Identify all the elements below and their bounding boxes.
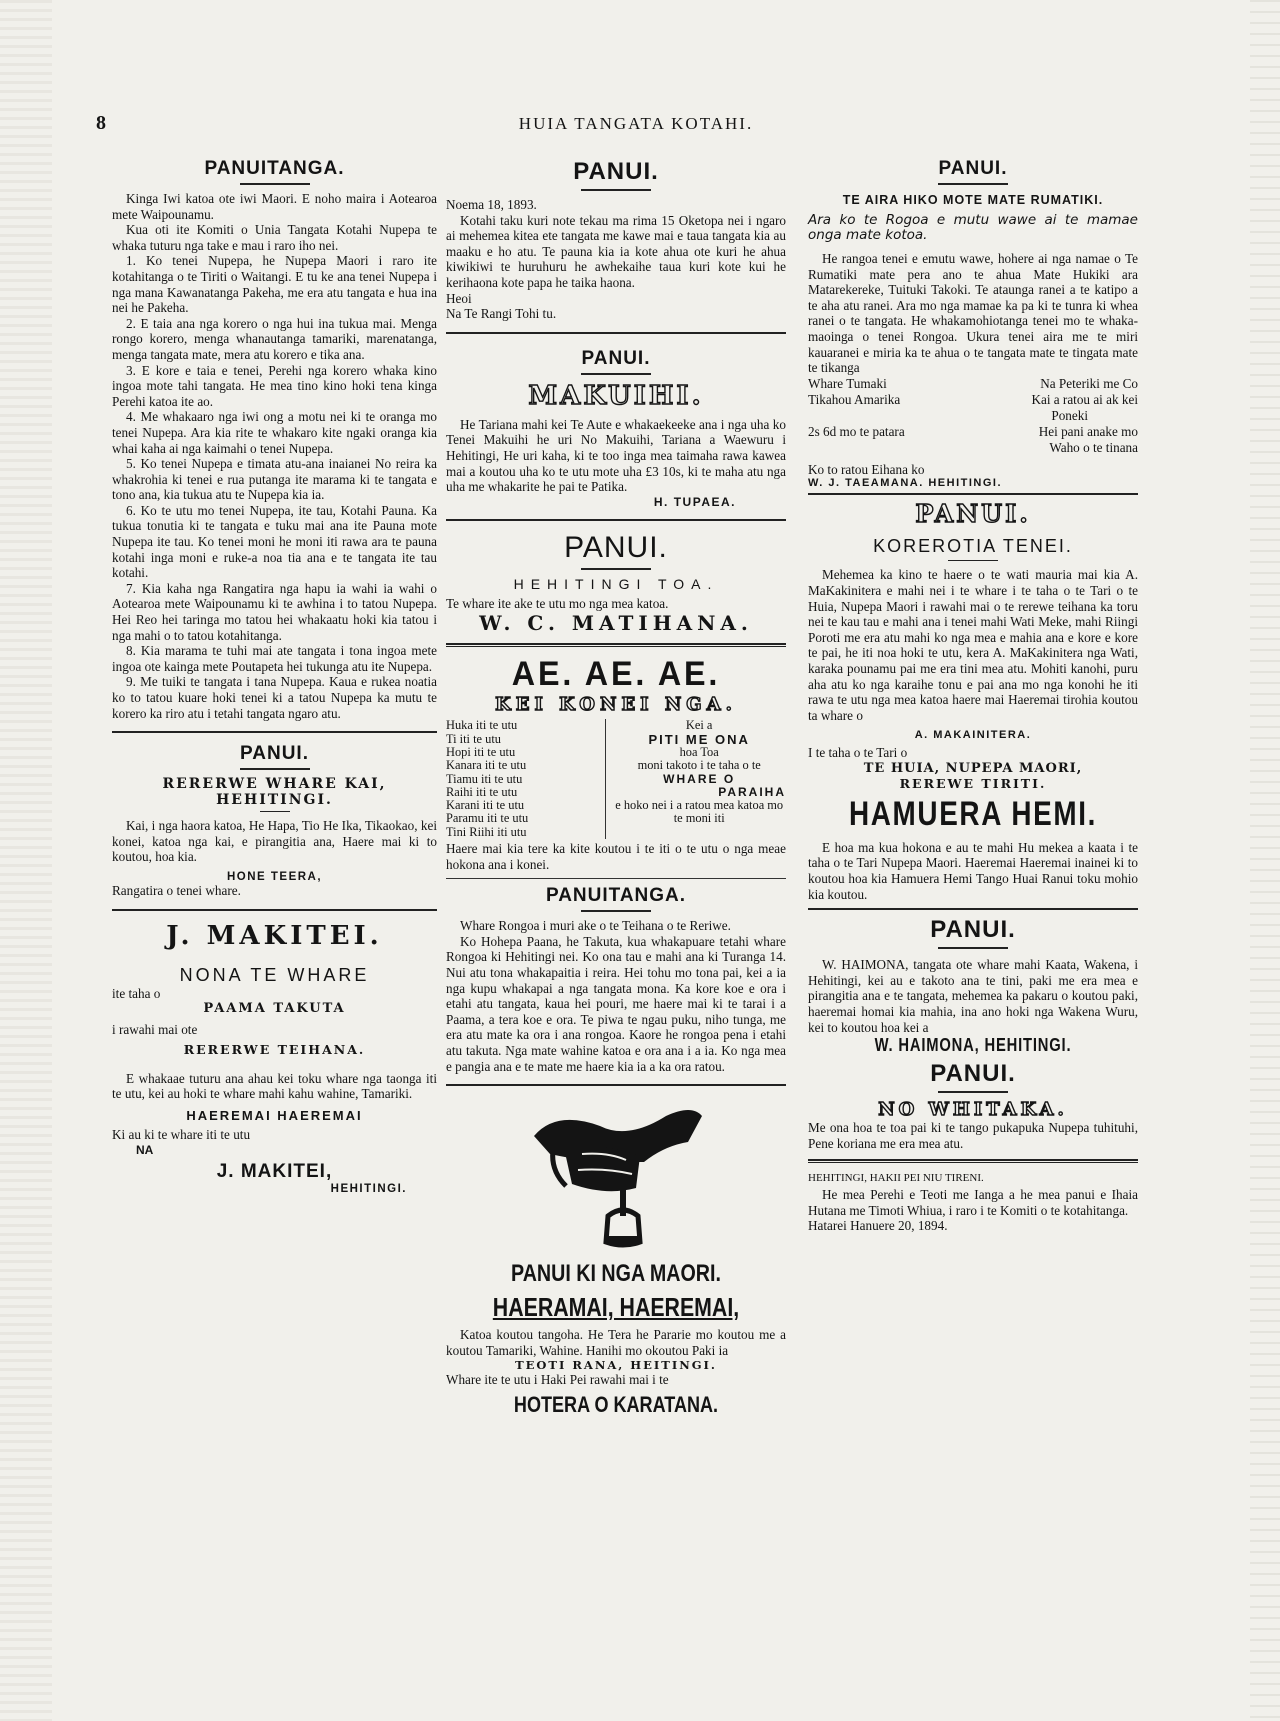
makitei-signature: J. MAKITEI, bbox=[216, 1160, 333, 1182]
eihana-line: Ko to ratou Eihana ko bbox=[808, 461, 925, 477]
ae-heading: AE. AE. AE. bbox=[511, 655, 721, 694]
haimona-signature: W. HAIMONA, HEHITINGI. bbox=[874, 1035, 1072, 1056]
section-rule bbox=[446, 643, 786, 647]
panuitanga-para: 3. E kore e taia e tenei, Perehi nga korero whaka kino ingoa mote tahi tangata. He mea tino kino hoki tena kinga Perehi katoa ite ao. bbox=[112, 362, 437, 409]
column-1 bbox=[112, 158, 437, 1195]
paama-takuta: PAAMA TAKUTA bbox=[203, 1001, 346, 1017]
heading-rule bbox=[581, 568, 651, 570]
hotera-o-karatana: HOTERA O KARATANA. bbox=[513, 1391, 719, 1417]
aira-hiko-title: TE AIRA HIKO MOTE MATE RUMATIKI. bbox=[842, 193, 1104, 207]
section-rule bbox=[808, 908, 1138, 910]
saddle-icon bbox=[516, 1096, 716, 1256]
panuitanga-para: 7. Kia kaha nga Rangatira nga hapu ia wahi ia wahi o Aotearoa mete Waipounamu ki te awhina i to tatou Nupepa. Hei Reo hei taringa mo tatou hei whakaatu hoki kia tatou i nga mahi o to tatou kotahitanga. bbox=[112, 580, 437, 643]
na-label: NA bbox=[136, 1142, 154, 1157]
heading-rule bbox=[948, 560, 998, 561]
rumatiki-row bbox=[808, 440, 1138, 456]
rerewe-teihana: RERERWE TEIHANA. bbox=[183, 1041, 366, 1057]
heading-rule bbox=[581, 189, 651, 191]
section-rule bbox=[808, 1159, 1138, 1163]
section-rule bbox=[808, 493, 1138, 495]
list-item: Karani iti te utu bbox=[446, 798, 525, 813]
makitei-line: Ki au ki te whare iti te utu bbox=[112, 1126, 251, 1142]
newspaper-title: HUIA TANGATA KOTAHI. bbox=[518, 114, 754, 133]
column-2 bbox=[446, 158, 786, 1418]
piti-me-ona: PITI ME ONA bbox=[648, 731, 750, 747]
makainitera-signature: A. MAKAINITERA. bbox=[914, 729, 1032, 742]
kei-a: Kei a bbox=[685, 718, 713, 733]
makuihi-body: He Tariana mahi kei Te Aute e whakaekeeke ana i nga uha ko Tenei Makuihi he uri No Makuihi, Tariana a Waewuru i Hehitingi, He uri kaha, ki te too inga mea taimaha rawa kawea mai a koutou uha ko te utu mote uha £3 10s, ki te maha atu nga uha me whakarite he pai te Patika. bbox=[446, 416, 786, 495]
haimona-body: W. HAIMONA, tangata ote whare mahi Kaata, Wakena, i Hehitingi, kei au e takoto ana te tini, paki me era mea e pirangitia ana e te tangata, mehemea ka pakaru o koutou paki, haeremai homai kia mahia, ina ano hoki nga Wakena Wuru, kei to koutou hoa kei a bbox=[808, 957, 1138, 1035]
section-rule bbox=[112, 909, 437, 911]
heading-rule bbox=[581, 373, 651, 375]
whare-o: WHARE O bbox=[663, 771, 736, 786]
rumatiki-row bbox=[808, 376, 1138, 392]
rumatiki-body: He rangoa tenei e emutu wawe, hohere ai nga namae o Te Rumatiki mate pera ano te ahua Mate Hukiki ara Matarekereke, Tuituki Takoki. Te ataunga ranei a te katipo a te aha atu ranei. Ara mo nga mamae ka pa ki te tunra ki whea ranei o te tangata. He whakamohiotanga tenei mo te whaka-maoinga o tenei Rongoa. Ukura tenei aira me te miri kauaranei e miria ka te ahua o te tangata mate te tingata mate te tikanga bbox=[808, 251, 1138, 376]
whitaka-body: Me ona hoa te toa pai ki te tango pukapuka Nupepa tuhituhi, Pene koriana me era mea atu. bbox=[808, 1120, 1138, 1151]
running-head bbox=[96, 112, 1176, 140]
no-whitaka: NO WHITAKA. bbox=[878, 1099, 1068, 1121]
list-item: Ti iti te utu bbox=[446, 731, 501, 746]
rate-label: Whare Tumaki bbox=[808, 375, 887, 391]
rumatiki-row bbox=[808, 392, 1138, 408]
aira-hiko-tagline: Ara ko te Rogoa e mutu wawe ai te mamae onga mate kotoa. bbox=[808, 212, 1138, 243]
panuitanga-para: 4. Me whakaaro nga iwi ong a motu nei ki te oranga mo tenei Nupepa. Ara kia rite te whakaro kite ngaki oranga kia whai kaha ai nga kaimahi o tenei Nupepa. bbox=[112, 409, 437, 456]
kei-konei-nga: KEI KONEI NGA. bbox=[495, 694, 737, 716]
rerewe-tiriti: REREWE TIRITI. bbox=[899, 775, 1047, 791]
section-rule bbox=[446, 332, 786, 334]
korerotia-tenei: KOREROTIA TENEI. bbox=[873, 536, 1073, 557]
heading-rule bbox=[581, 910, 651, 912]
panuitanga-para: 1. Ko tenei Nupepa, he Nupepa Maori i raro ite kotahitanga o te Tiriti o Waitangi. E tu ke ana tenei Nupepa i nga mana Kawanatanga Pakeha, me era atu tangata e hua ina nei he Pakeha. bbox=[112, 253, 437, 316]
makitei-line: i rawahi mai ote bbox=[112, 1022, 198, 1038]
haeremai-line: HAEREMAI HAEREMAI bbox=[186, 1107, 363, 1123]
panuitanga-heading: PANUITANGA. bbox=[204, 158, 345, 179]
list-item: Tini Riihi iti utu bbox=[446, 824, 527, 839]
korerotia-panui-heading: PANUI. bbox=[915, 499, 1031, 529]
mini-rule bbox=[260, 811, 290, 812]
ae-seller bbox=[612, 719, 786, 839]
karatana-line: Whare ite te utu i Haki Pei rawahi mai i te bbox=[446, 1372, 669, 1388]
list-item: Raihi iti te utu bbox=[446, 784, 518, 799]
page-number: 8 bbox=[96, 112, 106, 134]
panuitanga2-heading: PANUITANGA. bbox=[545, 885, 687, 907]
heading-rule bbox=[938, 183, 1008, 185]
panui-date: Noema 18, 1893. bbox=[446, 197, 537, 212]
korerotia-body: Mehemea ka kino te haere o te wati mauria mai kia A. MaKakinitera e mahi nei i te whare i te taha o te Tari o te Huia, Nupepa Maori i rawahi mai o te rerewe teihana ka toru nei te kau tau e mahi ana i tenei mahi Wati Meke, mahi Riingi Poroti me era atu mahi ko nga mea e mahia ana e kore e kore te pai, he iti noa hoki te utu, kera A. MaKakinitera nga Wati, karaka pounamu pai me era tini mea atu. Mohiti kanohi, puru aha atu ko nga karaihe tonu e pai ana mo nga konohi he iti rawa te utu nga mea katoa haere mai Haeremai tirohia koutou ta whare o bbox=[808, 567, 1138, 723]
rerewe-whare-kai: RERERWE WHARE KAI, bbox=[162, 776, 387, 793]
imprint-place: HEHITINGI, HAKII PEI NIU TIRENI. bbox=[808, 1172, 984, 1185]
makitei-place: HEHITINGI. bbox=[330, 1182, 407, 1195]
matihana-heading: PANUI. bbox=[564, 530, 668, 564]
heading-rule bbox=[938, 947, 1008, 949]
panuitanga-para: 6. Ko te utu mo tenei Nupepa, ite tau, Kotahi Pauna. Ka tukua tonutia ki te tangata e tuku mai ana ite Pauna mote Nupepa ite tau. Ko tenei moni he moni iti rawa ara te pauna kotahi inga moni e ruke-a noa tia ana e te tangata ite tau kotahi. bbox=[112, 502, 437, 581]
list-item: Kanara iti te utu bbox=[446, 758, 527, 773]
list-item: Hopi iti te utu bbox=[446, 744, 516, 759]
rate-label: 2s 6d mo te patara bbox=[808, 423, 905, 439]
makuihi-title: MAKUIHI. bbox=[528, 380, 704, 411]
panui-heoi: Heoi bbox=[446, 290, 472, 306]
rate-label: Tikahou Amarika bbox=[808, 391, 901, 407]
list-item: Huka iti te utu bbox=[446, 718, 518, 733]
section-rule bbox=[446, 878, 786, 879]
makitei-body: E whakaae tuturu ana ahau kei toku whare nga taonga iti te utu, kei au hoki te whare mahi kahu wahine, Tamariki. bbox=[112, 1070, 437, 1102]
hoa-toa: hoa Toa bbox=[679, 744, 719, 759]
rumatiki-row bbox=[808, 424, 1138, 440]
rate-value: Poneki bbox=[1051, 407, 1088, 423]
ae-footer: Haere mai kia tere ka kite koutou i te iti o te utu o nga meae hokona ana i konei. bbox=[446, 840, 786, 872]
rate-value: Na Peteriki me Co bbox=[1040, 375, 1138, 391]
hoko-nei: e hoko nei i a ratou mea katoa mo te moni iti bbox=[615, 798, 784, 826]
te-huia-nupepa-maori: TE HUIA, NUPEPA MAORI, bbox=[863, 760, 1083, 776]
panui-dog-heading: PANUI. bbox=[573, 158, 659, 185]
taeamana-signature: W. J. TAEAMANA. HEHITINGI. bbox=[808, 477, 1003, 490]
section-rule bbox=[446, 1084, 786, 1086]
karatana-body: Katoa koutou tangoha. He Tera he Pararie mo koutou me a koutou Tamariki, Wahine. Hanihi mo okoutou Paki ia bbox=[446, 1327, 786, 1358]
rumatiki-panui-heading: PANUI. bbox=[938, 158, 1008, 179]
hehitingi-label: HEHITINGI. bbox=[216, 792, 333, 809]
panuitanga-para: Kinga Iwi katoa ote iwi Maori. E noho maira i Aotearoa mete Waipounamu. bbox=[112, 191, 437, 222]
heading-rule bbox=[938, 1091, 1008, 1093]
rate-value: Hei pani anake mo bbox=[1038, 423, 1138, 439]
ae-items bbox=[446, 719, 606, 839]
column-3 bbox=[808, 158, 1138, 1234]
list-item: Tiamu iti te utu bbox=[446, 771, 523, 786]
tupaea-signature: H. TUPAEA. bbox=[653, 494, 736, 509]
panui-dog-signature: Na Te Rangi Tohi tu. bbox=[446, 306, 557, 322]
panuitanga-para: 8. Kia marama te tuhi mai ate tangata i tona ingoa mete ingoa ote kainga mete Poutapeta hei tukunga atu ite Nupepa. bbox=[112, 643, 437, 674]
panuitanga-para: 9. Me tuiki te tangata i tana Nupepa. Kaua e rukea noatia ko to tatou kuare hoki tenei ki a tatou Nupepa ka mutu te korero ka riro atu i tetahi tangata ngaro atu. bbox=[112, 674, 437, 721]
haimona-panui-heading: PANUI. bbox=[930, 916, 1016, 944]
paraiha: PARAIHA bbox=[718, 784, 786, 799]
scan-edge-right bbox=[1250, 0, 1280, 1721]
ae-price-list bbox=[446, 719, 786, 839]
makitei-heading: J. MAKITEI. bbox=[166, 920, 383, 951]
panuitanga2-p1: Whare Rongoa i muri ake o te Teihana o te Reriwe. bbox=[460, 918, 731, 934]
nona-te-whare: NONA TE WHARE bbox=[179, 964, 370, 985]
hemi-body: E hoa ma kua hokona e au te mahi Hu mekea a kaata i te taha o te Tari Nupepa Maori. Haeremai Haeremai inainei ki to koutou hoa kia Hamuera Hemi Tango Huai Ranui toku mohio kia koutou. bbox=[808, 839, 1138, 902]
scan-edge-left bbox=[0, 0, 52, 1721]
rerewe-body: Kai, i nga haora katoa, He Hapa, Tio He Ika, Tikaokao, kei konei, katoa nga kai, e pirangitia ana, Haere mai ki to koutou, hoa kia. bbox=[112, 818, 437, 865]
panui-dog-body: Kotahi taku kuri note tekau ma rima 15 Oketopa nei i ngaro ai mehemea kitea ete tangata me kawe mai e taua tangata kia au maaku e ho atu. Te pauna kia ia kote ahua ote kuri he ahua kiwikiwi te huruhuru he awhekaihe taua kuri kote kui he kerihaona kote papa he taika haona. bbox=[446, 212, 786, 290]
panui-rerewe-heading: PANUI. bbox=[240, 743, 309, 765]
imprint-date: Hatarei Hanuere 20, 1894. bbox=[808, 1218, 948, 1234]
heading-rule bbox=[240, 768, 310, 770]
section-rule bbox=[112, 731, 437, 733]
panuitanga-para: 5. Ko tenei Nupepa e timata atu-ana inaianei No reira ka whakrohia ki tenei e rua putanga ite marama ki te tangata e tono ana, kia tukua atu te Nupepa kia ia. bbox=[112, 456, 437, 503]
matihana-name: W. C. MATIHANA. bbox=[479, 611, 753, 636]
makuihi-panui-heading: PANUI. bbox=[581, 347, 651, 369]
rumatiki-row bbox=[808, 408, 1138, 424]
makitei-line: ite taha o bbox=[112, 985, 161, 1001]
hone-teera-role: Rangatira o tenei whare. bbox=[112, 882, 241, 898]
hamuera-hemi-heading: HAMUERA HEMI. bbox=[849, 794, 1097, 833]
imprint-body: He mea Perehi e Teoti me Ianga a he mea panui e Ihaia Hutana me Timoti Whiua, i raro i te Komiti o te kotahitanga. bbox=[808, 1187, 1138, 1218]
heading-rule bbox=[240, 183, 310, 185]
panuitanga2-p2: Ko Hohepa Paana, he Takuta, kua whakapuare tetahi whare Rongoa ki Hehitingi nei. Ko ona tau e mahi ana ki Turanga 14. Nui atu tona whakapaitia i reira. Hei tohu mo tona pai, kei a ia nga kupu whakapai a nga tangata mona. Ka kore koe e ora i etahi atu tangata, kaua hei pouri, me haere mai ki te tarai i a Paama, a tera koe e ora. Te piwa te ngau puku, niho tunga, me era atu mate ka ora i ana rongoa. Kaore he rongoa pena i etahi atu takuta. Nga mate wahine katoa e ora ana i a ia. Ko nga mea e pangia ana e te mate me haere kia ia a ka ora ratou. bbox=[446, 933, 786, 1074]
whitaka-panui-heading: PANUI. bbox=[930, 1060, 1016, 1088]
panuitanga-para: Kua oti ite Komiti o Unia Tangata Kotahi Nupepa te whaka tuturu nga take e mau i raro iho nei. bbox=[112, 222, 437, 253]
moni-takoto: moni takoto i te taha o te bbox=[637, 758, 761, 773]
korerotia-line: I te taha o te Tari o bbox=[808, 745, 908, 761]
matihana-body: Te whare ite ake te utu mo nga mea katoa. bbox=[446, 595, 669, 611]
teoti-rana: TEOTI RANA, HEITINGI. bbox=[515, 1358, 717, 1373]
hone-teera-signature: HONE TEERA, bbox=[226, 870, 323, 883]
section-rule bbox=[446, 519, 786, 521]
panui-ki-nga-maori: PANUI KI NGA MAORI. bbox=[511, 1260, 721, 1288]
rate-value: Kai a ratou ai ak kei bbox=[1031, 391, 1138, 407]
panuitanga-para: 2. E taia ana nga korero o nga hui ina tukua mai. Menga rongo korero, menga whanautanga tamariki, marenatanga, menga tangata mate, mera atu korero e tika ana. bbox=[112, 315, 437, 362]
list-item: Paramu iti te utu bbox=[446, 811, 529, 826]
haeramai-haeremai: HAERAMAI, HAEREMAI, bbox=[492, 1292, 740, 1323]
hehitingi-toa: HEHITINGI TOA. bbox=[513, 575, 719, 592]
rate-value: Waho o te tinana bbox=[1049, 439, 1138, 455]
